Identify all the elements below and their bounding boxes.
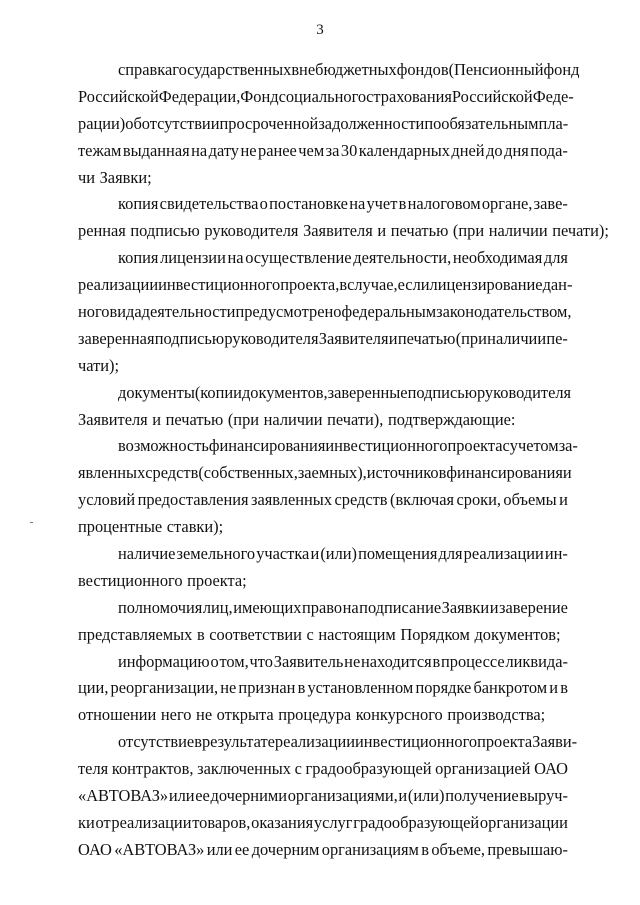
paragraph — [78, 191, 609, 245]
paragraph — [78, 649, 568, 730]
paragraph — [78, 595, 568, 649]
text-line: тежам выданная на дату не ранее чем за 30 календарных дней до дня пода- — [78, 140, 568, 160]
page-number: 3 — [316, 22, 324, 38]
text-line: заверенная подписью руководителя Заявителя и печатью (при наличии пе- — [78, 328, 568, 348]
text-line: полномочия лиц, имеющих право на подписание Заявки и заверение — [118, 597, 568, 617]
paragraph — [78, 380, 572, 434]
text-line: документы (копии документов, заверенные подписью руководителя — [118, 382, 572, 402]
paragraph — [78, 729, 578, 863]
text-line: ОАО «АВТОВАЗ» или ее дочерним организациям в объеме, превышаю- — [78, 839, 568, 859]
text-line: ного вида деятельности предусмотрено федеральным законодательством, — [78, 302, 572, 322]
text-line: представляемых в соответствии с настоящим Порядком документов; — [78, 624, 561, 644]
paragraph — [78, 433, 578, 541]
text-line: реализации инвестиционного проекта, в случае, если лицензирование дан- — [78, 275, 573, 295]
text-line: отсутствие в результате реализации инвестиционного проекта Заяви- — [118, 732, 578, 752]
text-line: чати); — [78, 355, 120, 375]
paragraph — [78, 57, 580, 191]
text-line: Заявителя и печатью (при наличии печати), подтверждающие: — [78, 409, 516, 429]
text-line: «АВТОВАЗ» или ее дочерними организациями, и (или) получение выруч- — [78, 786, 568, 806]
margin-mark — [30, 522, 33, 523]
text-line: отношении него не открыта процедура конкурсного производства; — [78, 705, 546, 725]
text-line: копия свидетельства о постановке на учет в налоговом органе, завe- — [118, 194, 568, 214]
text-line: рации) об отсутствии просроченной задолженности по обязательным пла- — [78, 113, 569, 133]
text-line: наличие земельного участка и (или) помещения для реализации ин- — [118, 544, 568, 564]
text-line: Российской Федерации, Фонд социального страхования Российской Феде- — [78, 86, 574, 106]
text-line: вестиционного проекта; — [78, 570, 247, 590]
text-line: явленных средств (собственных, заемных), источников финансирования и — [78, 463, 572, 483]
text-line: процентные ставки); — [78, 517, 224, 537]
text-line: информацию о том, что Заявитель не находится в процессе ликвида- — [118, 651, 568, 671]
text-line: ки от реализации товаров, оказания услуг градообразующей организации — [78, 812, 568, 832]
text-line: теля контрактов, заключенных с градообразующей организацией ОАО — [78, 759, 568, 779]
paragraph — [78, 245, 573, 379]
text-line: условий предоставления заявленных средств (включая сроки, объемы и — [78, 490, 568, 510]
text-line: копия лицензии на осуществление деятельности, необходимая для — [118, 248, 568, 268]
text-line: ции, реорганизации, не признан в установленном порядке банкротом и в — [78, 678, 568, 698]
text-line: чи Заявки; — [78, 167, 152, 187]
document-body — [78, 57, 609, 864]
text-line: возможность финансирования инвестиционного проекта с учетом за- — [118, 436, 578, 456]
text-line: справка государственных внебюджетных фондов (Пенсионный фонд — [118, 60, 580, 79]
text-line: ренная подписью руководителя Заявителя и печатью (при наличии печати); — [78, 221, 609, 241]
paragraph — [78, 541, 568, 595]
